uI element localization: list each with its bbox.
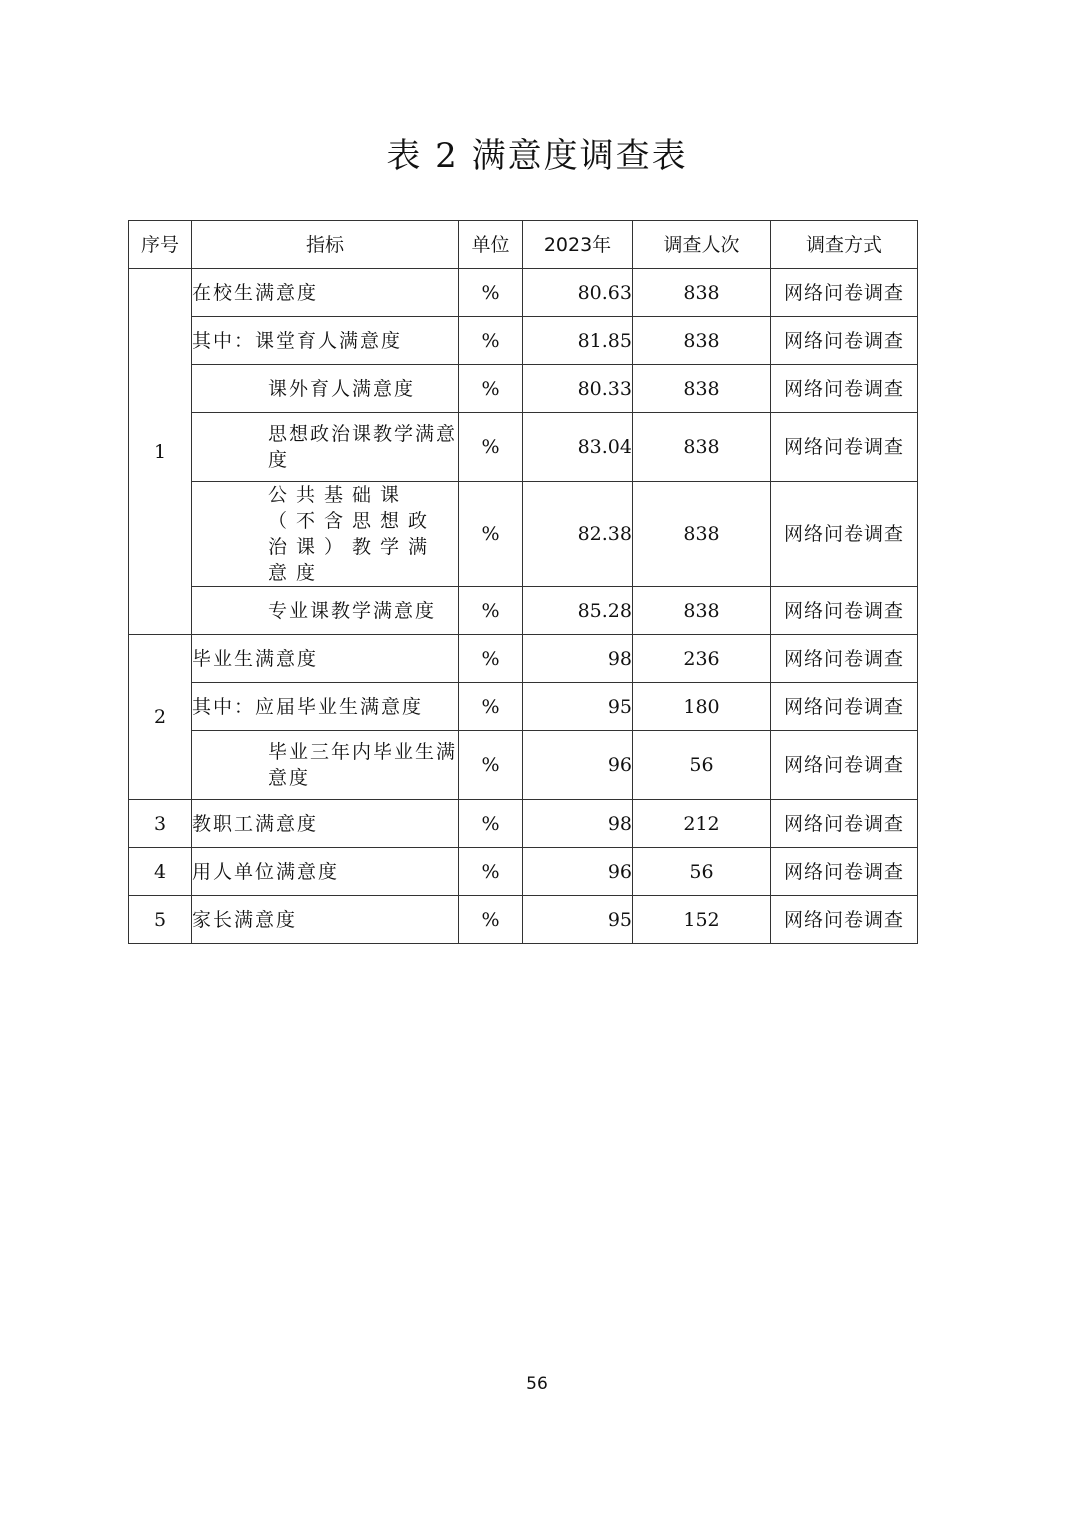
- row-value: 83.04: [523, 413, 633, 482]
- table-row: [129, 635, 918, 683]
- row-seq: 5: [129, 896, 192, 944]
- header-count: 调查人次: [633, 221, 771, 269]
- row-value: 82.38: [523, 482, 633, 587]
- row-indicator: 家长满意度: [192, 896, 459, 944]
- table-row: [129, 365, 918, 413]
- row-value: 96: [523, 848, 633, 896]
- row-unit: %: [459, 413, 523, 482]
- row-seq: 4: [129, 848, 192, 896]
- row-unit: %: [459, 365, 523, 413]
- row-count: 152: [633, 896, 771, 944]
- table-row: [129, 413, 918, 482]
- header-seq: 序号: [129, 221, 192, 269]
- header-year: 2023年: [523, 221, 633, 269]
- table-row: [129, 683, 918, 731]
- row-count: 838: [633, 413, 771, 482]
- row-unit: %: [459, 482, 523, 587]
- row-unit: %: [459, 731, 523, 800]
- table-row: [129, 731, 918, 800]
- row-value: 95: [523, 896, 633, 944]
- row-count: 838: [633, 587, 771, 635]
- row-indicator: 专业课教学满意度: [192, 587, 459, 635]
- row-unit: %: [459, 587, 523, 635]
- page-number: 56: [526, 1374, 548, 1394]
- row-unit: %: [459, 896, 523, 944]
- satisfaction-survey-table: [128, 220, 918, 944]
- row-unit: %: [459, 683, 523, 731]
- row-value: 95: [523, 683, 633, 731]
- row-seq: 2: [129, 635, 192, 800]
- row-indicator: 思想政治课教学满意度: [192, 413, 459, 482]
- row-count: 180: [633, 683, 771, 731]
- row-indicator: 用人单位满意度: [192, 848, 459, 896]
- row-method: 网络问卷调查: [771, 731, 918, 800]
- table-row: [129, 482, 918, 587]
- row-method: 网络问卷调查: [771, 848, 918, 896]
- header-method: 调查方式: [771, 221, 918, 269]
- row-indicator: 在校生满意度: [192, 269, 459, 317]
- table-row: [129, 848, 918, 896]
- row-count: 838: [633, 365, 771, 413]
- row-method: 网络问卷调查: [771, 635, 918, 683]
- row-method: 网络问卷调查: [771, 413, 918, 482]
- row-method: 网络问卷调查: [771, 365, 918, 413]
- row-method: 网络问卷调查: [771, 683, 918, 731]
- row-method: 网络问卷调查: [771, 482, 918, 587]
- row-method: 网络问卷调查: [771, 269, 918, 317]
- table-header-row: [129, 221, 918, 269]
- header-indicator: 指标: [192, 221, 459, 269]
- row-count: 838: [633, 482, 771, 587]
- row-indicator: 课外育人满意度: [192, 365, 459, 413]
- row-indicator: 毕业生满意度: [192, 635, 459, 683]
- table-row: [129, 269, 918, 317]
- row-unit: %: [459, 800, 523, 848]
- row-method: 网络问卷调查: [771, 800, 918, 848]
- row-indicator: 其中：应届毕业生满意度: [192, 683, 459, 731]
- table-row: [129, 800, 918, 848]
- row-unit: %: [459, 269, 523, 317]
- row-count: 838: [633, 269, 771, 317]
- row-count: 236: [633, 635, 771, 683]
- row-count: 212: [633, 800, 771, 848]
- row-value: 96: [523, 731, 633, 800]
- header-unit: 单位: [459, 221, 523, 269]
- table-row: [129, 317, 918, 365]
- row-value: 85.28: [523, 587, 633, 635]
- table-row: [129, 896, 918, 944]
- row-value: 81.85: [523, 317, 633, 365]
- row-count: 56: [633, 848, 771, 896]
- row-unit: %: [459, 848, 523, 896]
- row-indicator: 毕业三年内毕业生满意度: [192, 731, 459, 800]
- row-seq: 1: [129, 269, 192, 635]
- row-seq: 3: [129, 800, 192, 848]
- row-value: 98: [523, 635, 633, 683]
- row-value: 80.33: [523, 365, 633, 413]
- row-method: 网络问卷调查: [771, 317, 918, 365]
- table-row: [129, 587, 918, 635]
- row-indicator: 教职工满意度: [192, 800, 459, 848]
- row-indicator: 其中：课堂育人满意度: [192, 317, 459, 365]
- row-value: 98: [523, 800, 633, 848]
- row-unit: %: [459, 635, 523, 683]
- row-indicator: 公共基础课（不含思想政治课）教学满意度: [192, 482, 459, 587]
- row-method: 网络问卷调查: [771, 587, 918, 635]
- row-unit: %: [459, 317, 523, 365]
- row-value: 80.63: [523, 269, 633, 317]
- row-count: 56: [633, 731, 771, 800]
- row-method: 网络问卷调查: [771, 896, 918, 944]
- page-title: 表 2 满意度调查表: [386, 136, 688, 176]
- row-count: 838: [633, 317, 771, 365]
